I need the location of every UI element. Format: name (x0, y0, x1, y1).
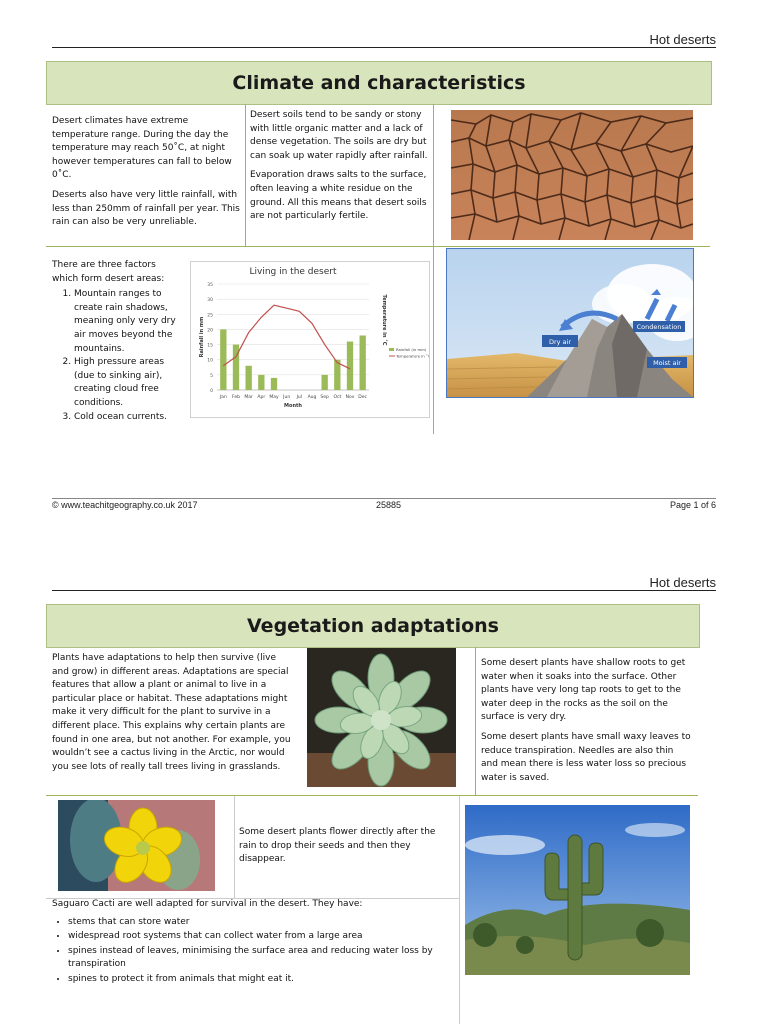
y-tick-label: 35 (207, 283, 213, 288)
saguaro-text (52, 898, 452, 988)
x-tick-label: Jan (219, 395, 227, 400)
y-tick-label: 25 (207, 313, 213, 319)
y-tick-label: 10 (207, 358, 213, 364)
factors-text (52, 259, 182, 424)
page1-banner (46, 61, 712, 105)
rainfall-bar (271, 378, 277, 390)
chart-svg (191, 262, 429, 417)
x-tick-label: Apr (257, 395, 266, 400)
x-tick-label: Jun (283, 395, 291, 400)
saguaro-cactus-image (465, 805, 690, 975)
page2-divider-3 (459, 795, 460, 1024)
page1-row-divider (46, 246, 710, 247)
factor-item: 2. High pressure areas (due to sinking air), creating cloud free conditions. (74, 356, 182, 410)
roots-paragraph: Some desert plants have shallow roots to get water when it soaks into the surface. Other plants have very long tap roots to get to the water deep in the rocks as the soil on the surface is very dry. (481, 658, 686, 723)
footer-code: 25885 (376, 500, 402, 510)
flower-text (239, 826, 449, 873)
temperature-line (223, 305, 350, 369)
page1-header-rule (52, 47, 716, 48)
leaves-paragraph: Some desert plants have small waxy leaves to reduce transpiration. Needles are also thin and mean there is less water loss so precious water is saved. (481, 731, 691, 783)
cactus-flower-image (58, 800, 215, 891)
saguaro-list-item: • widespread root systems that can collect water from a large area (68, 930, 452, 944)
x-tick-label: Aug (307, 395, 317, 400)
rainfall-bar (322, 375, 328, 390)
rainfall-bar (258, 375, 264, 390)
y-tick-label: 20 (207, 328, 213, 334)
evaporation-paragraph: Evaporation draws salts to the surface, often leaving a white residue on the ground. All this means that desert soils are not particularly fertile. (250, 170, 427, 222)
rainfall-bar (220, 329, 226, 390)
legend-rainfall-swatch (389, 348, 394, 351)
page2-divider-2 (234, 795, 235, 899)
rainfall-bar (347, 342, 353, 390)
y-tick-label: 30 (207, 298, 213, 304)
page2-banner-title: Vegetation adaptations (247, 615, 499, 637)
rain-shadow-diagram (446, 248, 694, 398)
rainfall-bar (360, 335, 366, 390)
condensation-label: Condensation (636, 323, 682, 331)
y2-axis-label: Temperature in ˚C (381, 294, 387, 346)
y-tick-label: 0 (210, 389, 213, 394)
moist-air-label: Moist air (653, 359, 681, 367)
y-tick-label: 15 (207, 343, 213, 349)
page1-header-title: Hot deserts (649, 32, 716, 47)
page2-row-divider (46, 795, 698, 796)
adaptations-intro (52, 652, 292, 780)
x-tick-label: May (269, 395, 279, 400)
page1-footer-rule (52, 498, 716, 499)
chart-title: Living in the desert (249, 267, 337, 277)
factors-intro: There are three factors which form desert areas: (52, 260, 165, 284)
legend-temperature-label: Temperature in ˚C (396, 353, 429, 359)
x-tick-label: Dec (358, 395, 368, 400)
saguaro-list-item: • spines instead of leaves, minimising the surface area and reducing water loss by transpiration (68, 945, 452, 972)
page1-divider-1 (245, 104, 246, 246)
footer-page-number: Page 1 of 6 (669, 500, 716, 510)
page2-header-rule (52, 590, 716, 591)
x-axis-label: Month (284, 403, 302, 409)
y-tick-label: 5 (210, 373, 213, 379)
succulent-image (307, 648, 456, 787)
page2-header-title: Hot deserts (649, 575, 716, 590)
page1-divider-2 (433, 104, 434, 434)
rainfall-paragraph: Deserts also have very little rainfall, with less than 250mm of rainfall per year. This rain can also be very unreliable. (52, 189, 240, 228)
page1-banner-title: Climate and characteristics (232, 72, 526, 94)
saguaro-intro: Saguaro Cacti are well adapted for survival in the desert. They have: (52, 899, 363, 909)
x-tick-label: Oct (333, 395, 342, 400)
factors-list (52, 288, 182, 424)
soil-text (250, 109, 430, 230)
rainfall-bar (246, 366, 252, 390)
footer-copyright: © www.teachitgeography.co.uk 2017 (52, 500, 198, 510)
factor-item: 1. Mountain ranges to create rain shadows, meaning only very dry air moves beyond the mountains. (74, 288, 182, 356)
x-tick-label: Feb (232, 395, 240, 400)
flower-paragraph: Some desert plants flower directly after the rain to drop their seeds and then they disappear. (239, 827, 436, 865)
soil-paragraph: Desert soils tend to be sandy or stony with little organic matter and a lack of dense vegetation. The soils are dry but can soak up water rapidly after rainfall. (250, 110, 428, 161)
saguaro-list (52, 916, 452, 987)
factor-item: 3. Cold ocean currents. (74, 411, 182, 425)
x-tick-label: Sep (320, 395, 329, 400)
page2-banner (46, 604, 700, 648)
page2-divider-1 (475, 647, 476, 795)
saguaro-list-item: • stems that can store water (68, 916, 452, 930)
y-axis-label: Rainfall in mm (199, 316, 205, 358)
cracked-earth-image (451, 110, 693, 240)
roots-leaves-text (481, 657, 693, 791)
climate-paragraph: Desert climates have extreme temperature range. During the day the temperature may reach 50˚C, at night however temperatures can fall to below 0˚C. (52, 116, 232, 181)
x-tick-label: Mar (244, 395, 253, 400)
climate-text (52, 115, 240, 236)
x-tick-label: Jul (296, 395, 303, 400)
desert-climate-chart (190, 261, 430, 418)
x-tick-label: Nov (345, 395, 355, 400)
legend-rainfall-label: Rainfall (in mm) (396, 347, 427, 352)
dry-air-label: Dry air (548, 338, 572, 346)
adaptations-paragraph: Plants have adaptations to help then survive (live and grow) in different areas. Adaptations are special features that allow a plant or animal to live in a particular place or habitat. These adaptations might make it very difficult for the plant to survive in a different place. This explains why certain plants are found in one area, but not another. For example, you wouldn’t see a cactus living in the Arctic, nor would you see lots of really tall trees living in grasslands. (52, 653, 291, 772)
saguaro-list-item: • spines to protect it from animals that might eat it. (68, 973, 452, 987)
